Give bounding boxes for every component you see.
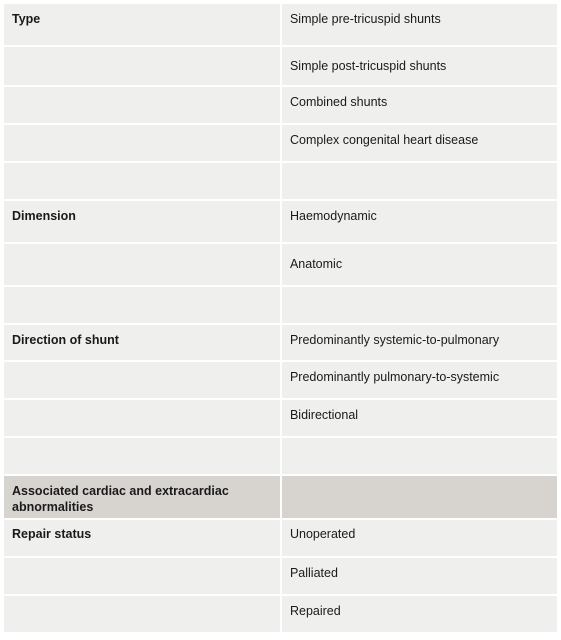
table-row	[4, 476, 557, 520]
table-row	[4, 244, 557, 287]
table-row	[4, 400, 557, 438]
row-value: Haemodynamic	[282, 201, 557, 244]
row-value: Palliated	[282, 558, 557, 596]
table-row	[4, 438, 557, 476]
row-label	[4, 244, 282, 287]
table-row	[4, 163, 557, 201]
row-label	[4, 87, 282, 125]
table-row	[4, 558, 557, 596]
row-value	[282, 163, 557, 201]
table-row	[4, 87, 557, 125]
row-label	[4, 438, 282, 476]
row-label	[4, 287, 282, 325]
row-value: Repaired	[282, 596, 557, 634]
table-row	[4, 520, 557, 558]
row-value: Simple pre-tricuspid shunts	[282, 4, 557, 47]
row-label	[4, 400, 282, 438]
row-label	[4, 596, 282, 634]
table-row	[4, 596, 557, 634]
row-value	[282, 438, 557, 476]
row-label	[4, 47, 282, 87]
row-value: Complex congenital heart disease	[282, 125, 557, 163]
table-row	[4, 125, 557, 163]
row-label: Dimension	[4, 201, 282, 244]
row-label: Repair status	[4, 520, 282, 558]
row-value: Predominantly pulmonary-to-systemic	[282, 362, 557, 400]
table-row	[4, 325, 557, 362]
classification-table	[4, 4, 557, 634]
row-value: Combined shunts	[282, 87, 557, 125]
row-value: Predominantly systemic-to-pulmonary	[282, 325, 557, 362]
row-label: Type	[4, 4, 282, 47]
row-value: Unoperated	[282, 520, 557, 558]
row-label	[4, 163, 282, 201]
row-value	[282, 287, 557, 325]
row-value	[282, 476, 557, 520]
row-value: Anatomic	[282, 244, 557, 287]
row-label	[4, 558, 282, 596]
row-label	[4, 125, 282, 163]
table-row	[4, 362, 557, 400]
row-label: Associated cardiac and extracardiac abnormalities	[4, 476, 282, 520]
row-label	[4, 362, 282, 400]
table-row	[4, 287, 557, 325]
row-value: Simple post-tricuspid shunts	[282, 47, 557, 87]
table-row	[4, 47, 557, 87]
table-row	[4, 4, 557, 47]
table-row	[4, 201, 557, 244]
row-label: Direction of shunt	[4, 325, 282, 362]
row-value: Bidirectional	[282, 400, 557, 438]
